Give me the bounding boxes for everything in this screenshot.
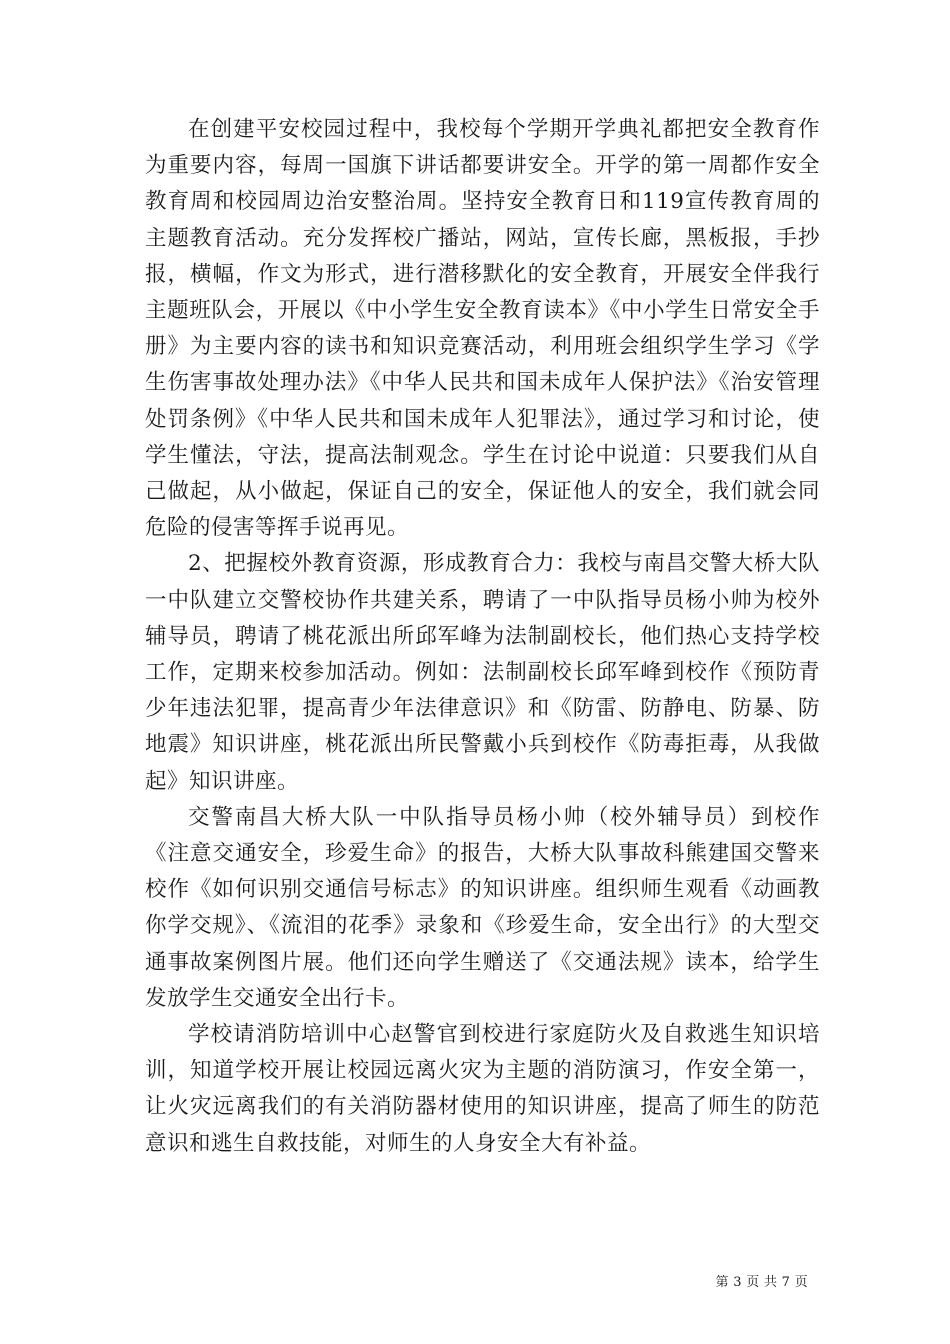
page-number: 第 3 页 共 7 页 — [715, 1275, 808, 1290]
paragraph-school-safety-education: 在创建平安校园过程中，我校每个学期开学典礼都把安全教育作为重要内容，每周一国旗下讲话都要讲安全。开学的第一周都作安全教育周和校园周边治安整治周。坚持安全教育日和119宣传教育周的主题教育活动。充分发挥校广播站，网站，宣传长廊，黑板报，手抄报，横幅，作文为形式，进行潜移默化的安全教育，开展安全伴我行主题班队会，开展以《中小学生安全教育读本》《中小学生日常安全手册》为主要内容的读书和知识竞赛活动，利用班会组织学生学习《学生伤害事故处理办法》《中华人民共和国未成年人保护法》《治安管理处罚条例》《中华人民共和国未成年人犯罪法》，通过学习和讨论，使学生懂法，守法，提高法制观念。学生在讨论中说道：只要我们从自己做起，从小做起，保证自己的安全，保证他人的安全，我们就会同危险的侵害等挥手说再见。 — [145, 117, 820, 541]
paragraph-external-resources: 2、把握校外教育资源，形成教育合力：我校与南昌交警大桥大队一中队建立交警校协作共建关系，聘请了一中队指导员杨小帅为校外辅导员，聘请了桃花派出所邱军峰为法制副校长，他们热心支持学校工作，定期来校参加活动。例如：法制副校长邱军峰到校作《预防青少年违法犯罪，提高青少年法律意识》和《防雷、防静电、防暴、防地震》知识讲座，桃花派出所民警戴小兵到校作《防毒拒毒，从我做起》知识讲座。 — [145, 551, 820, 794]
paragraph-fire-safety: 学校请消防培训中心赵警官到校进行家庭防火及自救逃生知识培训，知道学校开展让校园远离火灾为主题的消防演习，作安全第一，让火灾远离我们的有关消防器材使用的知识讲座，提高了师生的防范意识和逃生自救技能，对师生的人身安全大有补益。 — [145, 1022, 820, 1156]
paragraph-traffic-police: 交警南昌大桥大队一中队指导员杨小帅（校外辅导员）到校作《注意交通安全，珍爱生命》的报告，大桥大队事故科熊建国交警来校作《如何识别交通信号标志》的知识讲座。组织师生观看《动画教你学交规》、《流泪的花季》录象和《珍爱生命，安全出行》的大型交通事故案例图片展。他们还向学生赠送了《交通法规》读本，给学生发放学生交通安全出行卡。 — [145, 804, 820, 1011]
document-body — [145, 112, 820, 1162]
